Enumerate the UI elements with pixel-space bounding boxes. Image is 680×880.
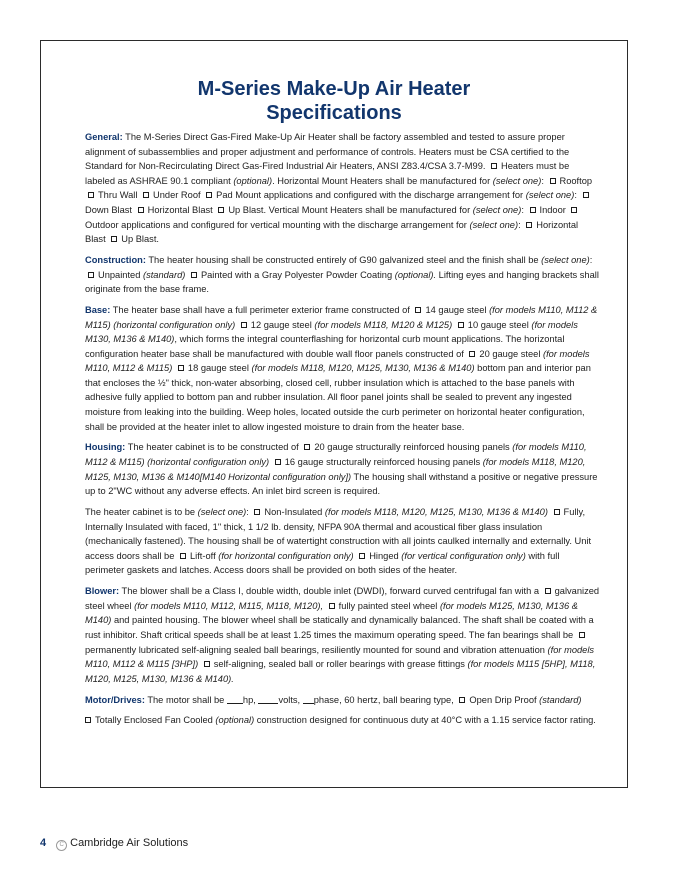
section-base: Base: The heater base shall have a full perimeter exterior frame constructed of 14 gauge steel (for models M110, M112 & M115) (horizontal configuration only) 12 gauge steel (for models M118, M120 & M125) 10 gauge steel (for models M130, M136 & M140), which forms the integral counterflashing for horizontal curb mount applications. The horizontal configuration heater base shall be manufactured with double wall floor panels constructed of 20 gauge steel (for models M110, M112 & M115) 18 gauge steel (for models M118, M120, M125, M130, M136 & M140) bottom pan and interior pan that encloses the ½" thick, non-water absorbing, closed cell, rubber insulation which is attached to the base panels with adhesive fully applied to bottom pan and rubber insulation. All floor panel joints shall be sealed to prevent any ingested moisture from leaking into the building. Weep holes, located outside the curb perimeter on horizontal heater configuration, shall be provided at the heater inlet to allow ingested moisture to drain from the heater base. — [85, 304, 598, 432]
checkbox-pad-mount[interactable] — [206, 192, 212, 198]
section-general: General: The M-Series Direct Gas-Fired Make-Up Air Heater shall be factory assembled and tested to assure proper alignment of subassemblies and proper adjustment and performance of controls. Heaters must be CSA certified to the Standard for Non-Recirculating Direct Gas-Fired Industrial Air Heaters, ANSI Z83.4/CSA 3.7-M99. Heaters must be labeled as ASHRAE 90.1 compliant (optional). Horizontal Mount Heaters shall be manufactured for (select one): Rooftop Thru Wall Under Roof Pad Mount applications and configured with the discharge arrangement for (select one): Down Blast Horizontal Blast Up Blast. Vertical Mount Heaters shall be manufactured for (select one): Indoor Outdoor applications and configured for vertical mounting with the discharge arrangement for (select one): Horizontal Blast Up Blast. — [85, 132, 593, 245]
section-cabinet: The heater cabinet is to be (select one): Non-Insulated (for models M118, M120, M125, M130, M136 & M140) Fully, Internally Insulated with faced, 1" thick, 1 1/2 lb. density, NFPA 90A thermal and acoustical fiber glass insulation (mechanically fastened). The housing shall be of watertight construction with all joints caulked internally and externally. Unit access doors shall be Lift-off (for horizontal configuration only) Hinged (for vertical configuration only) with full perimeter gaskets and latches. Access doors shall be provided on both sides of the heater. — [85, 507, 592, 576]
checkbox-10-gauge[interactable] — [458, 322, 464, 328]
housing-heading: Housing: — [85, 442, 126, 453]
base-heading: Base: — [85, 304, 111, 315]
phase-blank[interactable] — [303, 694, 314, 704]
blower-heading: Blower: — [85, 586, 120, 597]
checkbox-housing-20-gauge[interactable] — [304, 444, 310, 450]
checkbox-rooftop[interactable] — [550, 178, 556, 184]
motor-heading: Motor/Drives: — [85, 694, 145, 705]
checkbox-under-roof[interactable] — [143, 192, 149, 198]
title-line-1: M-Series Make-Up Air Heater — [197, 78, 471, 100]
checkbox-grease-bearings[interactable] — [204, 661, 210, 667]
checkbox-indoor[interactable] — [530, 207, 536, 213]
title-line-2: Specifications — [266, 102, 402, 124]
checkbox-galvanized-wheel[interactable] — [545, 588, 551, 594]
spec-content — [85, 130, 601, 734]
checkbox-14-gauge[interactable] — [415, 307, 421, 313]
checkbox[interactable] — [491, 163, 497, 169]
section-blower: Blower: The blower shall be a Class I, double width, double inlet (DWDI), forward curved centrifugal fan with a galvanized steel wheel (for models M110, M112, M115, M118, M120), fully painted steel wheel (for models M125, M130, M136 & M140) and painted housing. The blower wheel shall be statically and dynamically balanced. The shaft shall be coated with a rust inhibitor. Shaft critical speeds shall be at least 1.25 times the maximum operating speed. The fan bearings shall be permanently lubricated self-aligning sealed ball bearings, resiliently mounted for sound and vibration attenuation (for models M110, M112 & M115 [3HP]) self-aligning, sealed ball or roller bearings with grease fittings (for models M115 [5HP], M118, M120, M125, M130, M136 & M140). — [85, 586, 600, 684]
checkbox-tefc[interactable] — [85, 717, 91, 723]
checkbox-vertical-horizontal-blast[interactable] — [526, 222, 532, 228]
checkbox-up-blast[interactable] — [218, 207, 224, 213]
checkbox-down-blast[interactable] — [583, 192, 589, 198]
section-motor: Motor/Drives: The motor shall be hp, volts, phase, 60 hertz, ball bearing type, Open Drip Proof (standard) — [85, 694, 582, 705]
checkbox-permanent-bearings[interactable] — [579, 632, 585, 638]
brand-logo-icon: C — [56, 840, 67, 851]
general-heading: General: — [85, 132, 123, 142]
page-footer — [40, 836, 188, 851]
hp-blank[interactable] — [227, 694, 243, 704]
checkbox-vertical-up-blast[interactable] — [111, 236, 117, 242]
checkbox-12-gauge[interactable] — [241, 322, 247, 328]
construction-heading: Construction: — [85, 254, 146, 265]
checkbox-outdoor[interactable] — [571, 207, 577, 213]
checkbox-20-gauge[interactable] — [469, 351, 475, 357]
checkbox-housing-16-gauge[interactable] — [275, 459, 281, 465]
checkbox-hinged[interactable] — [359, 553, 365, 559]
checkbox-thru-wall[interactable] — [88, 192, 94, 198]
section-tefc: Totally Enclosed Fan Cooled (optional) construction designed for continuous duty at 40°C with a 1.15 service factor rating. — [85, 713, 601, 728]
checkbox-non-insulated[interactable] — [254, 509, 260, 515]
checkbox-insulated[interactable] — [554, 509, 560, 515]
checkbox-18-gauge[interactable] — [178, 365, 184, 371]
checkbox-lift-off[interactable] — [180, 553, 186, 559]
volts-blank[interactable] — [258, 694, 278, 704]
page-number: 4 — [40, 837, 47, 849]
checkbox-painted-wheel[interactable] — [329, 603, 335, 609]
checkbox-unpainted[interactable] — [88, 272, 94, 278]
brand-name: Cambridge Air Solutions — [70, 837, 189, 849]
section-construction: Construction: The heater housing shall be constructed entirely of G90 galvanized steel and the finish shall be (select one): Unpainted (standard) Painted with a Gray Polyester Powder Coating (optional). Lifting eyes and hanging brackets shall originate from the base frame. — [85, 254, 599, 295]
section-housing: Housing: The heater cabinet is to be constructed of 20 gauge structurally reinforced housing panels (for models M110, M112 & M115) (horizontal configuration only) 16 gauge structurally reinforced housing panels (for models M118, M120, M125, M130, M136 & M140[M140 Horizontal configuration only]) The housing shall withstand a positive or negative pressure up to 2"WC without any adverse effects. An inlet bird screen is required. — [85, 442, 598, 497]
checkbox-open-drip-proof[interactable] — [459, 697, 465, 703]
checkbox-horizontal-blast[interactable] — [138, 207, 144, 213]
checkbox-painted[interactable] — [191, 272, 197, 278]
page-title — [41, 77, 627, 125]
